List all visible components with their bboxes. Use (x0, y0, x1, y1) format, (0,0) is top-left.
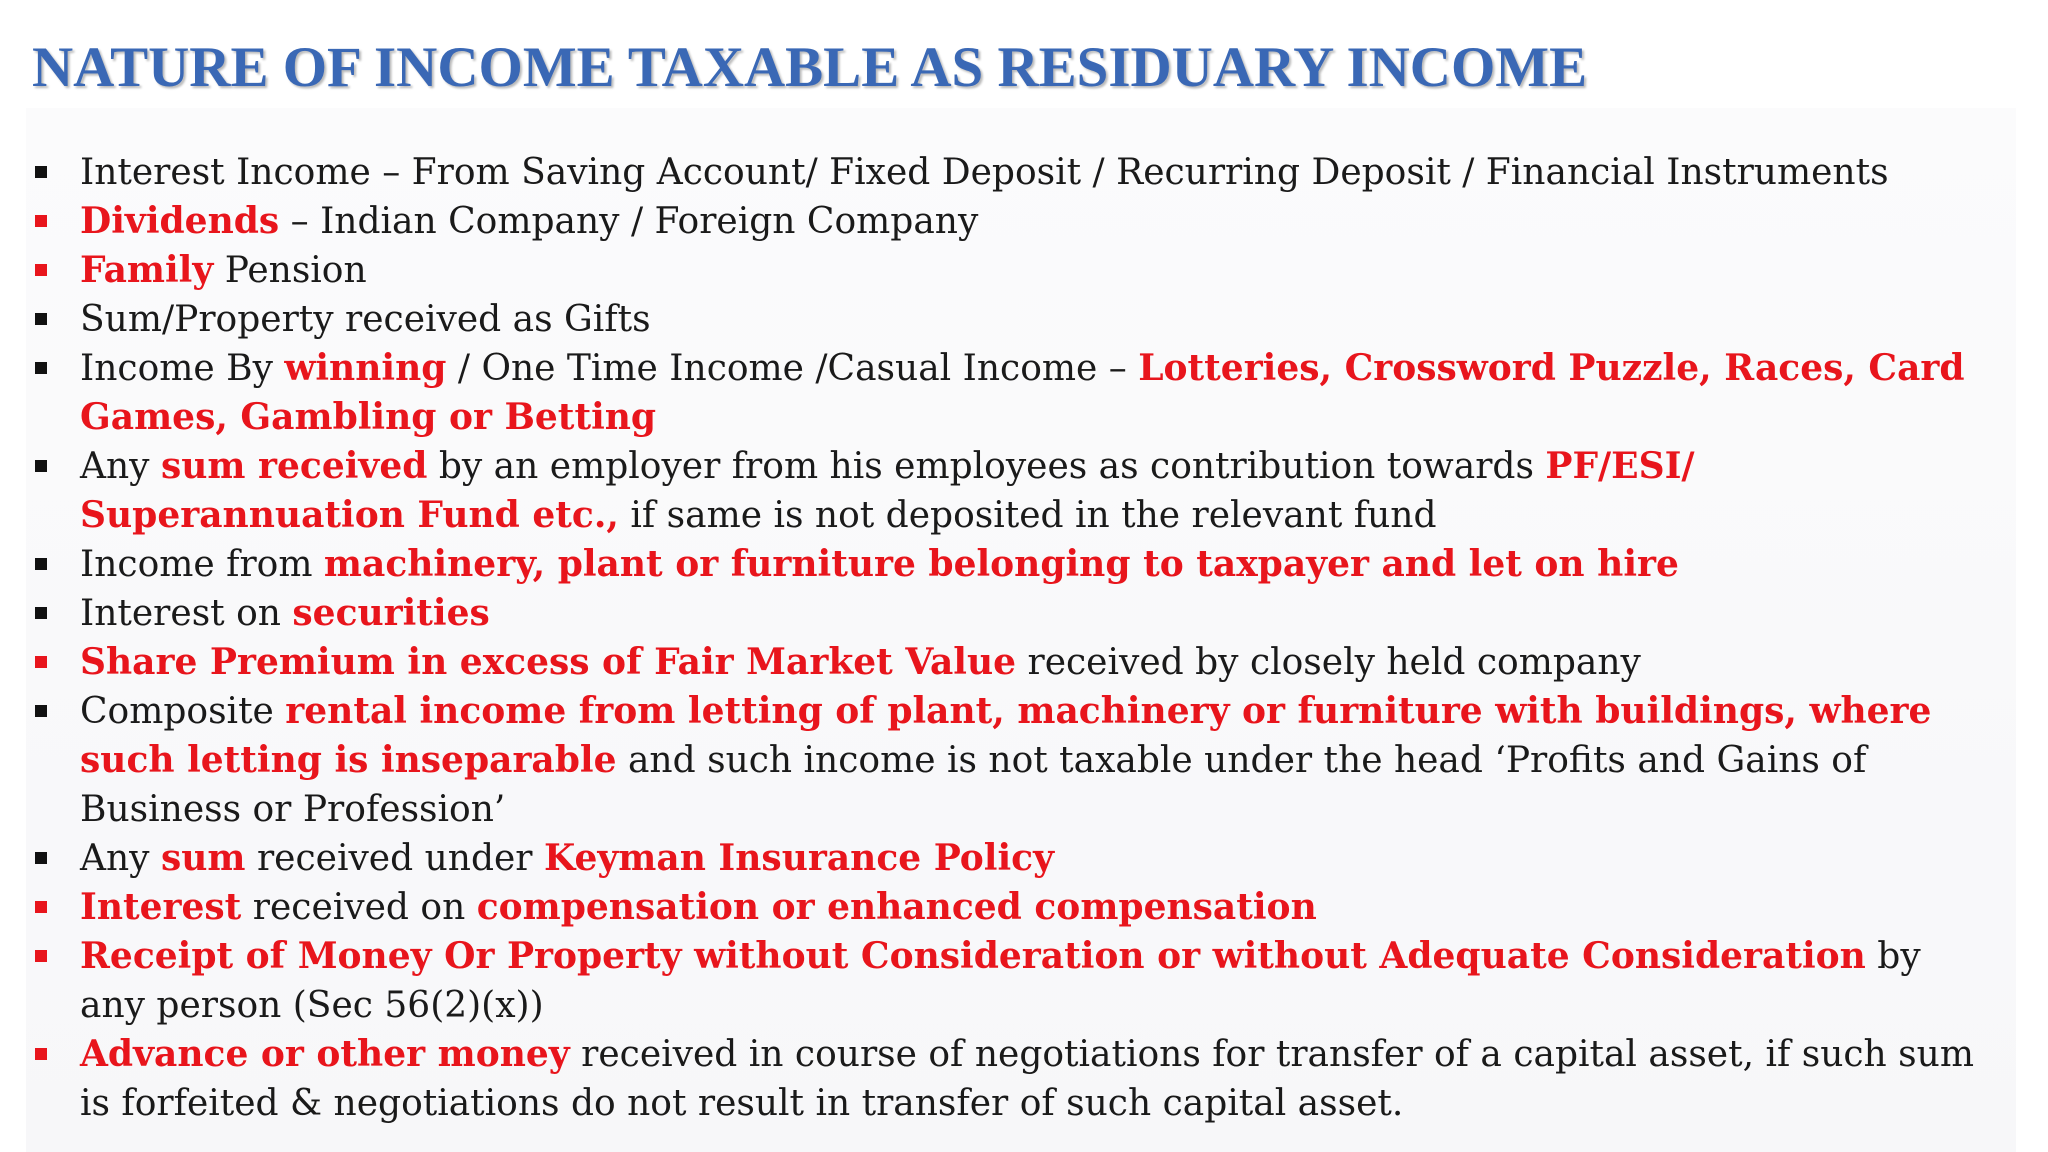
red-square-bullet-icon (35, 656, 47, 668)
bullet-item (80, 687, 1980, 834)
highlighted-text: Keyman Insurance Policy (543, 837, 1054, 879)
highlighted-text: Share Premium in excess of Fair Market Value (80, 641, 1017, 683)
bullet-text: received under (245, 838, 544, 879)
highlighted-text: compensation or enhanced compensation (476, 886, 1317, 928)
bullet-text: Income By (80, 348, 285, 389)
bullet-item (80, 246, 1980, 295)
bullet-item (80, 197, 1980, 246)
red-square-bullet-icon (35, 264, 47, 276)
highlighted-text: rental income from letting of plant, machinery or furniture with buildings, where such letting is inseparable (80, 690, 1932, 781)
bullet-item (80, 344, 1980, 442)
highlighted-text: Receipt of Money Or Property without Consideration or without Adequate Consideration (80, 935, 1866, 977)
bullet-item (80, 932, 1980, 1030)
black-square-bullet-icon (35, 705, 47, 717)
black-square-bullet-icon (35, 460, 47, 472)
bullet-text: Interest on (80, 593, 293, 634)
highlighted-text: sum received (160, 445, 428, 487)
bullet-item (80, 148, 1980, 197)
bullet-text: Composite (80, 691, 286, 732)
red-square-bullet-icon (35, 215, 47, 227)
black-square-bullet-icon (35, 607, 47, 619)
highlighted-text: PF/ESI/ Superannuation Fund etc., (80, 445, 1695, 536)
bullet-text: Pension (213, 250, 367, 291)
highlighted-text: Dividends (80, 200, 280, 242)
bullet-text: Any (80, 838, 161, 879)
bullet-item (80, 834, 1980, 883)
bullet-text: Any (80, 446, 161, 487)
bullet-text: Interest Income – From Saving Account/ Fixed Deposit / Recurring Deposit / Financial Instruments (80, 152, 1889, 193)
bullet-text: – Indian Company / Foreign Company (279, 201, 979, 242)
black-square-bullet-icon (35, 166, 47, 178)
highlighted-text: machinery, plant or furniture belonging to taxpayer and let on hire (323, 543, 1679, 585)
bullet-text: received in course of negotiations for transfer of a capital asset, if such sum is forfeited & negotiations do not result in transfer of such capital asset. (80, 1034, 1974, 1124)
highlighted-text: Interest (80, 886, 242, 928)
bullet-item (80, 442, 1980, 540)
highlighted-text: Family (80, 249, 214, 291)
bullet-text: Income from (80, 544, 324, 585)
bullet-text: Sum/Property received as Gifts (80, 299, 651, 340)
highlighted-text: Advance or other money (80, 1033, 570, 1075)
bullet-list (80, 148, 1980, 1128)
slide-title: NATURE OF INCOME TAXABLE AS RESIDUARY INCOME (32, 36, 1588, 99)
red-square-bullet-icon (35, 1048, 47, 1060)
highlighted-text: Lotteries, Crossword Puzzle, Races, Card Games, Gambling or Betting (80, 347, 1965, 438)
highlighted-text: sum (160, 837, 246, 879)
bullet-text: by an employer from his employees as contribution towards (427, 446, 1546, 487)
bullet-text: / One Time Income /Casual Income – (446, 348, 1139, 389)
highlighted-text: winning (284, 347, 447, 389)
bullet-item (80, 540, 1980, 589)
highlighted-text: securities (292, 592, 490, 634)
bullet-text: received by closely held company (1016, 642, 1641, 683)
bullet-item (80, 883, 1980, 932)
bullet-text: received on (241, 887, 477, 928)
bullet-text: and such income is not taxable under the head ‘Profits and Gains of Business or Profession’ (80, 740, 1867, 830)
bullet-item (80, 638, 1980, 687)
bullet-text: by any person (Sec 56(2)(x)) (80, 936, 1921, 1026)
bullet-item (80, 1030, 1980, 1128)
black-square-bullet-icon (35, 313, 47, 325)
bullet-item (80, 295, 1980, 344)
bullet-text: if same is not deposited in the relevant fund (618, 495, 1437, 536)
red-square-bullet-icon (35, 901, 47, 913)
bullet-item (80, 589, 1980, 638)
black-square-bullet-icon (35, 558, 47, 570)
black-square-bullet-icon (35, 852, 47, 864)
red-square-bullet-icon (35, 950, 47, 962)
black-square-bullet-icon (35, 362, 47, 374)
